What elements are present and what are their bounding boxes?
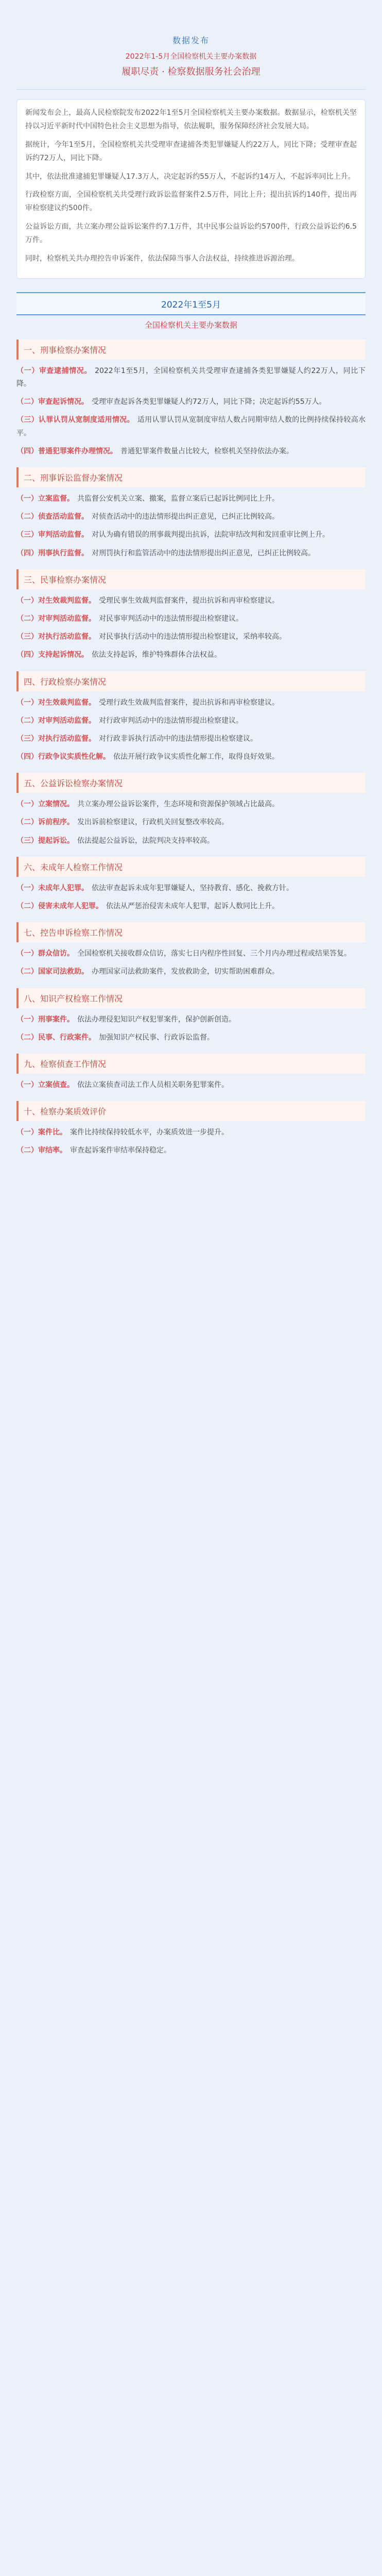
subtitle: 2022年1-5月全国检察机关主要办案数据 xyxy=(125,53,257,61)
group-item xyxy=(16,835,366,848)
content-block xyxy=(16,340,366,1158)
group-item xyxy=(16,414,366,439)
item-text: 对侦查活动中的违法情形提出纠正意见，已纠正比例较高。 xyxy=(92,513,279,521)
item-label: （四）刑事执行监督。 xyxy=(16,549,89,557)
item-text: 共监督公安机关立案、撤案，监督立案后已起诉比例同比上升。 xyxy=(77,495,279,503)
group-item xyxy=(16,965,366,978)
item-text: 受理行政生效裁判监督案件，提出抗诉和再审检察建议。 xyxy=(99,698,279,707)
item-label: （三）对执行活动监督。 xyxy=(16,734,96,743)
group-title: 七、控告申诉检察工作情况 xyxy=(16,922,366,942)
item-text: 对民事审判活动中的违法情形提出检察建议。 xyxy=(99,614,243,623)
item-text: 依法办理侵犯知识产权犯罪案件，保护创新创造。 xyxy=(77,1015,236,1024)
intro-box xyxy=(16,99,366,279)
intro-paragraph: 同时，检察机关共办理控告申诉案件，依法保障当事人合法权益，持续推进诉源治理。 xyxy=(25,255,299,263)
item-text: 2022年1至5月，全国检察机关共受理审查逮捕各类犯罪嫌疑人约22万人，同比下降。 xyxy=(16,366,366,388)
group-title: 四、行政检察办案情况 xyxy=(16,671,366,691)
item-label: （一）对生效裁判监督。 xyxy=(16,698,96,707)
item-label: （三）对执行活动监督。 xyxy=(16,633,96,641)
group-item xyxy=(16,529,366,541)
item-text: 受理民事生效裁判监督案件，提出抗诉和再审检察建议。 xyxy=(99,596,279,605)
item-label: （二）对审判活动监督。 xyxy=(16,716,96,725)
group-item xyxy=(16,547,366,560)
group-title: 六、未成年人检察工作情况 xyxy=(16,857,366,877)
group-item xyxy=(16,900,366,913)
group-title: 八、知识产权检察工作情况 xyxy=(16,988,366,1008)
item-label: （四）行政争议实质性化解。 xyxy=(16,753,110,761)
item-label: （二）国家司法救助。 xyxy=(16,968,89,976)
item-text: 对行政审判活动中的违法情形提出检察建议。 xyxy=(99,716,243,725)
hero xyxy=(0,29,382,80)
item-label: （一）案件比。 xyxy=(16,1128,67,1137)
item-label: （二）审结率。 xyxy=(16,1146,67,1155)
group-item xyxy=(16,649,366,662)
item-label: （三）认罪认罚从宽制度适用情况。 xyxy=(16,416,134,425)
group-item xyxy=(16,816,366,829)
item-label: （一）立案情况。 xyxy=(16,800,74,809)
item-label: （二）侦查活动监督。 xyxy=(16,513,89,521)
group-item xyxy=(16,396,366,409)
item-text: 对行政非诉执行活动中的违法情形提出检察建议。 xyxy=(99,734,257,743)
item-label: （二）民事、行政案件。 xyxy=(16,1033,96,1042)
item-label: （一）未成年人犯罪。 xyxy=(16,884,89,892)
group-item xyxy=(16,445,366,458)
item-label: （二）侵害未成年人犯罪。 xyxy=(16,902,103,911)
divider xyxy=(16,89,366,90)
group-item xyxy=(16,947,366,960)
group-title: 三、民事检察办案情况 xyxy=(16,569,366,589)
item-label: （二）对审判活动监督。 xyxy=(16,614,96,623)
kicker: 数据发布 xyxy=(172,36,210,45)
item-text: 依法立案侦查司法工作人员相关职务犯罪案件。 xyxy=(77,1080,229,1089)
intro-paragraph: 其中，依法批准逮捕犯罪嫌疑人17.3万人，决定起诉约55万人，不起诉约14万人，不起诉率同比上升。 xyxy=(25,172,355,181)
item-text: 普通犯罪案件数量占比较大，检察机关坚持依法办案。 xyxy=(120,447,293,455)
group-item xyxy=(16,1126,366,1139)
item-text: 案件比持续保持较低水平，办案质效进一步提升。 xyxy=(70,1128,229,1137)
item-text: 依法提起公益诉讼，法院判决支持率较高。 xyxy=(77,836,214,845)
item-text: 全国检察机关接收群众信访，落实七日内程序性回复、三个月内办理过程或结果答复。 xyxy=(77,950,351,958)
item-text: 对认为确有错误的刑事裁判提出抗诉，法院审结改判和发回重审比例上升。 xyxy=(92,531,329,539)
item-label: （一）群众信访。 xyxy=(16,950,74,958)
item-label: （三）审判活动监督。 xyxy=(16,531,89,539)
item-label: （一）对生效裁判监督。 xyxy=(16,596,96,605)
item-text: 依法审查起诉未成年犯罪嫌疑人，坚持教育、感化、挽救方针。 xyxy=(92,884,293,892)
item-text: 审查起诉案件审结率保持稳定。 xyxy=(70,1146,171,1155)
group-title: 一、刑事检察办案情况 xyxy=(16,340,366,360)
group-item xyxy=(16,493,366,505)
item-text: 共立案办理公益诉讼案件，生态环境和资源保护领域占比最高。 xyxy=(77,800,279,809)
group-item xyxy=(16,365,366,391)
item-label: （一）立案侦查。 xyxy=(16,1080,74,1089)
item-text: 适用认罪认罚从宽制度审结人数占同期审结人数的比例持续保持较高水平。 xyxy=(16,416,366,437)
item-text: 发出诉前检察建议，行政机关回复整改率较高。 xyxy=(77,818,229,827)
page-title: 履职尽责 · 检察数据服务社会治理 xyxy=(121,66,261,77)
item-text: 对民事执行活动中的违法情形提出检察建议，采纳率较高。 xyxy=(99,633,286,641)
group-item xyxy=(16,511,366,523)
section-banner: 2022年1至5月 xyxy=(16,292,366,315)
item-text: 依法从严惩治侵害未成年人犯罪，起诉人数同比上升。 xyxy=(106,902,279,911)
group-title: 五、公益诉讼检察办案情况 xyxy=(16,773,366,793)
footer-spacer xyxy=(0,1163,382,1194)
group-item xyxy=(16,1013,366,1026)
group-item xyxy=(16,1031,366,1044)
group-item xyxy=(16,595,366,607)
item-text: 依法支持起诉，维护特殊群体合法权益。 xyxy=(92,651,221,659)
group-item xyxy=(16,697,366,709)
item-label: （二）审查起诉情况。 xyxy=(16,398,89,406)
item-text: 依法开展行政争议实质性化解工作，取得良好效果。 xyxy=(113,753,279,761)
group-item xyxy=(16,1144,366,1157)
item-text: 加强知识产权民事、行政诉讼监督。 xyxy=(99,1033,214,1042)
item-label: （二）诉前程序。 xyxy=(16,818,74,827)
item-label: （四）支持起诉情况。 xyxy=(16,651,89,659)
group-item xyxy=(16,798,366,811)
item-label: （三）提起诉讼。 xyxy=(16,836,74,845)
group-title: 二、刑事诉讼监督办案情况 xyxy=(16,467,366,487)
intro-paragraph: 据统计，今年1至5月，全国检察机关共受理审查逮捕各类犯罪嫌疑人约22万人，同比下降；受理审查起诉约72万人，同比下降。 xyxy=(25,140,357,162)
group-item xyxy=(16,631,366,643)
item-label: （四）普通犯罪案件办理情况。 xyxy=(16,447,117,455)
item-label: （一）立案监督。 xyxy=(16,495,74,503)
intro-paragraph: 公益诉讼方面，共立案办理公益诉讼案件约7.1万件，其中民事公益诉讼约5700件，行政公益诉讼约6.5万件。 xyxy=(25,223,357,245)
item-label: （一）刑事案件。 xyxy=(16,1015,74,1024)
group-item xyxy=(16,613,366,625)
group-title: 十、检察办案质效评价 xyxy=(16,1101,366,1121)
section-subtitle: 全国检察机关主要办案数据 xyxy=(144,320,237,330)
group-item xyxy=(16,733,366,745)
group-item xyxy=(16,715,366,727)
intro-paragraph: 行政检察方面，全国检察机关共受理行政诉讼监督案件2.5万件，同比上升；提出抗诉约140件，提出再审检察建议约500件。 xyxy=(25,191,357,213)
group-item xyxy=(16,1079,366,1092)
item-label: （一）审查逮捕情况。 xyxy=(16,366,92,375)
group-title: 九、检察侦查工作情况 xyxy=(16,1054,366,1074)
item-text: 对刑罚执行和监管活动中的违法情形提出纠正意见，已纠正比例较高。 xyxy=(92,549,315,557)
group-item xyxy=(16,882,366,895)
top-spacer xyxy=(0,0,382,29)
intro-paragraph: 新闻发布会上，最高人民检察院发布2022年1至5月全国检察机关主要办案数据。数据显示，检察机关坚持以习近平新时代中国特色社会主义思想为指导，依法履职，服务保障经济社会发展大局。 xyxy=(25,109,357,130)
group-item xyxy=(16,751,366,764)
item-text: 办理国家司法救助案件，发放救助金，切实帮助困难群众。 xyxy=(92,968,279,976)
item-text: 受理审查起诉各类犯罪嫌疑人约72万人，同比下降；决定起诉约55万人。 xyxy=(92,398,326,406)
